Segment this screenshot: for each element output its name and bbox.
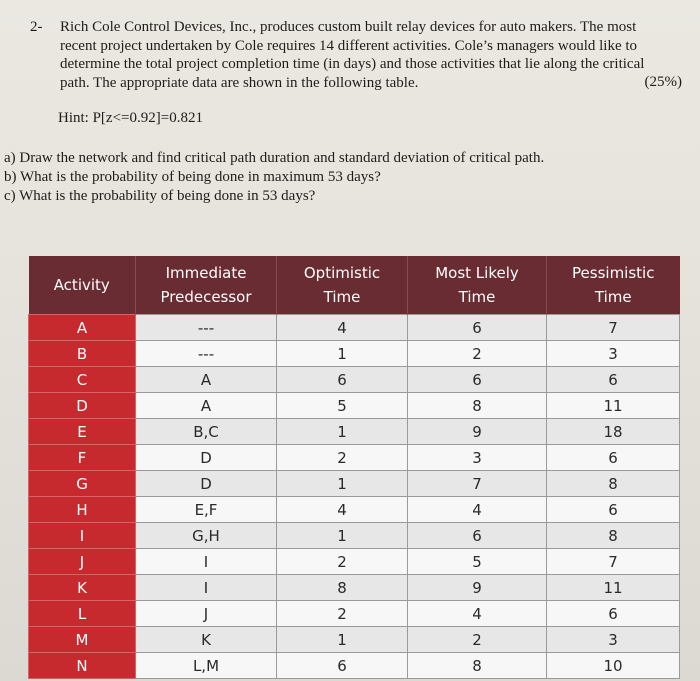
most-likely-cell: 2 — [408, 627, 547, 653]
optimistic-cell: 1 — [277, 471, 408, 497]
optimistic-cell: 1 — [277, 627, 408, 653]
pessimistic-cell: 6 — [547, 445, 680, 471]
predecessor-cell: B,C — [136, 419, 277, 445]
predecessor-cell: L,M — [136, 653, 277, 679]
optimistic-cell: 2 — [277, 445, 408, 471]
question-a: a) Draw the network and find critical path duration and standard deviation of critical path. — [4, 150, 545, 166]
predecessor-cell: J — [136, 601, 277, 627]
pessimistic-cell: 11 — [547, 393, 680, 419]
table-row — [29, 445, 680, 471]
predecessor-cell: D — [136, 471, 277, 497]
table-row — [29, 601, 680, 627]
activity-cell: C — [29, 367, 136, 393]
optimistic-cell: 1 — [277, 341, 408, 367]
optimistic-cell: 6 — [277, 653, 408, 679]
header-pessimistic: Pessimistic Time — [547, 256, 680, 315]
activity-cell: A — [29, 315, 136, 341]
optimistic-cell: 8 — [277, 575, 408, 601]
header-activity: Activity — [29, 256, 136, 315]
predecessor-cell: A — [136, 393, 277, 419]
problem-number: 2- — [30, 19, 43, 35]
pessimistic-cell: 6 — [547, 497, 680, 523]
most-likely-cell: 9 — [408, 575, 547, 601]
header-optimistic: Optimistic Time — [277, 256, 408, 315]
optimistic-cell: 2 — [277, 601, 408, 627]
most-likely-cell: 2 — [408, 341, 547, 367]
activity-cell: B — [29, 341, 136, 367]
most-likely-cell: 4 — [408, 497, 547, 523]
problem-text: Rich Cole Control Devices, Inc., produces custom built relay devices for auto makers. The most recent project undertaken by Cole requires 14 different activities. Cole’s managers would like to determine the total project completion time (in days) and those activities that lie along the critical path. The appropriate data are shown in the following table. — [60, 19, 645, 91]
table-row — [29, 523, 680, 549]
activity-cell: J — [29, 549, 136, 575]
activity-cell: D — [29, 393, 136, 419]
table-row — [29, 549, 680, 575]
table-row — [29, 497, 680, 523]
predecessor-cell: D — [136, 445, 277, 471]
most-likely-cell: 4 — [408, 601, 547, 627]
pessimistic-cell: 3 — [547, 341, 680, 367]
table-row — [29, 575, 680, 601]
activity-cell: H — [29, 497, 136, 523]
pessimistic-cell: 8 — [547, 471, 680, 497]
predecessor-cell: I — [136, 549, 277, 575]
activity-cell: G — [29, 471, 136, 497]
pessimistic-cell: 18 — [547, 419, 680, 445]
most-likely-cell: 5 — [408, 549, 547, 575]
optimistic-cell: 1 — [277, 523, 408, 549]
problem-weight: (25%) — [644, 74, 682, 90]
predecessor-cell: G,H — [136, 523, 277, 549]
optimistic-cell: 1 — [277, 419, 408, 445]
optimistic-cell: 2 — [277, 549, 408, 575]
optimistic-cell: 6 — [277, 367, 408, 393]
pessimistic-cell: 3 — [547, 627, 680, 653]
activity-cell: F — [29, 445, 136, 471]
header-predecessor: Immediate Predecessor — [136, 256, 277, 315]
pessimistic-cell: 11 — [547, 575, 680, 601]
table-row — [29, 341, 680, 367]
pessimistic-cell: 7 — [547, 315, 680, 341]
most-likely-cell: 3 — [408, 445, 547, 471]
optimistic-cell: 4 — [277, 497, 408, 523]
pessimistic-cell: 6 — [547, 367, 680, 393]
table-row — [29, 393, 680, 419]
most-likely-cell: 8 — [408, 393, 547, 419]
question-c: c) What is the probability of being done in 53 days? — [4, 188, 316, 204]
header-most-likely: Most Likely Time — [408, 256, 547, 315]
most-likely-cell: 6 — [408, 523, 547, 549]
predecessor-cell: A — [136, 367, 277, 393]
most-likely-cell: 7 — [408, 471, 547, 497]
activity-table — [28, 256, 680, 679]
activity-cell: M — [29, 627, 136, 653]
table-row — [29, 471, 680, 497]
question-b: b) What is the probability of being done in maximum 53 days? — [4, 169, 381, 185]
predecessor-cell: I — [136, 575, 277, 601]
activity-cell: K — [29, 575, 136, 601]
pessimistic-cell: 10 — [547, 653, 680, 679]
pessimistic-cell: 7 — [547, 549, 680, 575]
hint-text: Hint: P[z<=0.92]=0.821 — [58, 110, 203, 126]
pessimistic-cell: 6 — [547, 601, 680, 627]
question-list — [4, 149, 544, 206]
table-row — [29, 315, 680, 341]
optimistic-cell: 5 — [277, 393, 408, 419]
pessimistic-cell: 8 — [547, 523, 680, 549]
table-row — [29, 419, 680, 445]
table-row — [29, 367, 680, 393]
activity-cell: N — [29, 653, 136, 679]
activity-cell: L — [29, 601, 136, 627]
table-header-row — [29, 256, 680, 315]
most-likely-cell: 6 — [408, 315, 547, 341]
optimistic-cell: 4 — [277, 315, 408, 341]
activity-cell: I — [29, 523, 136, 549]
most-likely-cell: 8 — [408, 653, 547, 679]
predecessor-cell: K — [136, 627, 277, 653]
predecessor-cell: --- — [136, 341, 277, 367]
most-likely-cell: 9 — [408, 419, 547, 445]
activity-cell: E — [29, 419, 136, 445]
predecessor-cell: E,F — [136, 497, 277, 523]
predecessor-cell: --- — [136, 315, 277, 341]
table-row — [29, 653, 680, 679]
most-likely-cell: 6 — [408, 367, 547, 393]
table-row — [29, 627, 680, 653]
